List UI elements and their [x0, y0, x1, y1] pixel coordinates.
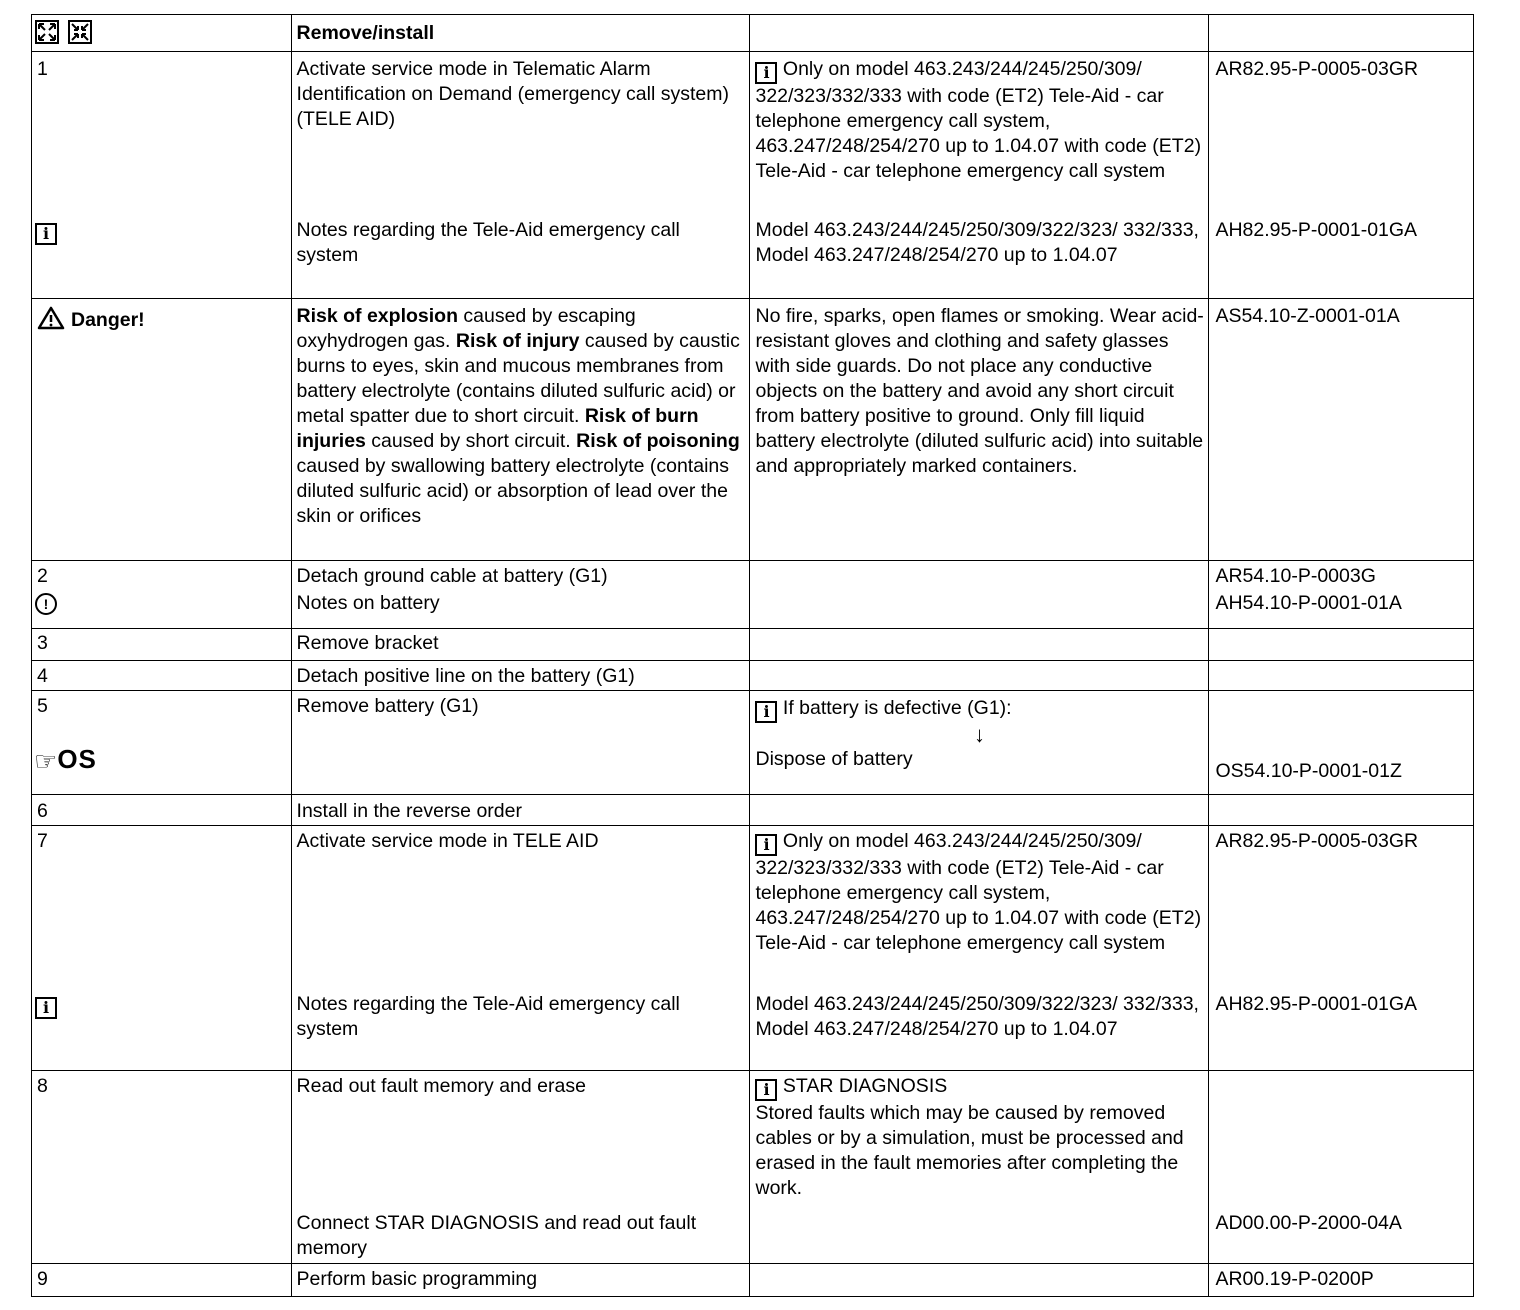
step-action: Detach ground cable at battery (G1): [296, 565, 608, 587]
procedure-table: [31, 14, 1474, 1297]
reference-link[interactable]: AH82.95-P-0001-01GA: [1215, 993, 1418, 1015]
info-icon: i: [755, 1079, 777, 1101]
os-disposal-marker: ☞OS: [34, 744, 97, 776]
info-icon: i: [755, 62, 777, 84]
reference-link[interactable]: AS54.10-Z-0001-01A: [1215, 305, 1400, 327]
step-action: Perform basic programming: [296, 1268, 538, 1290]
table-row-step-2: [32, 561, 1474, 629]
sub-action: Notes regarding the Tele-Aid emergency call system: [296, 219, 680, 266]
sub-action: Notes on battery: [296, 592, 440, 614]
warning-triangle-icon: [37, 306, 65, 330]
sub-note: Model 463.243/244/245/250/309/322/323/ 332/333, Model 463.247/248/254/270 up to 1.04.07: [755, 219, 1199, 266]
info-icon: i: [35, 997, 57, 1019]
reference-link[interactable]: AR82.95-P-0005-03GR: [1215, 830, 1419, 852]
step-note: i Only on model 463.243/244/245/250/309/ 322/323/332/333 with code (ET2) Tele-Aid - car telephone emergency call system, 463.247/248/254/270 up to 1.04.07 with code (ET2) Tele-Aid - car telephone emergency call system: [755, 830, 1202, 954]
step-note: i Only on model 463.243/244/245/250/309/ 322/323/332/333 with code (ET2) Tele-Aid - car telephone emergency call system, 463.247/248/254/270 up to 1.04.07 with code (ET2) Tele-Aid - car telephone emergency call system: [755, 58, 1202, 182]
sub-note: Dispose of battery: [755, 748, 913, 770]
contract-arrows-icon: [68, 20, 92, 44]
reference-link[interactable]: AD00.00-P-2000-04A: [1215, 1212, 1402, 1234]
step-action: Remove battery (G1): [296, 695, 479, 717]
info-icon: i: [755, 701, 777, 723]
table-row-step-3: [32, 629, 1474, 661]
header-title-cell: [291, 15, 750, 52]
table-row-step-7: [32, 826, 1474, 1071]
reference-link[interactable]: AH82.95-P-0001-01GA: [1215, 219, 1418, 241]
exclamation-circle-icon: !: [35, 593, 57, 615]
step-note: i If battery is defective (G1):: [750, 691, 1208, 723]
header-empty-cell: [1209, 15, 1474, 52]
step-number: 7: [37, 830, 48, 852]
danger-label: Danger!: [32, 299, 291, 333]
reference-link[interactable]: AH54.10-P-0001-01A: [1215, 592, 1402, 614]
page-title: Remove/install: [296, 22, 435, 44]
sub-action: Connect STAR DIAGNOSIS and read out fault memory: [296, 1212, 697, 1259]
reference-link[interactable]: AR00.19-P-0200P: [1215, 1268, 1374, 1290]
pointing-hand-icon: ☞: [34, 746, 58, 776]
step-number: 5: [37, 695, 48, 717]
danger-note: No fire, sparks, open flames or smoking. Wear acid-resistant gloves and clothing and safety glasses with side guards. Do not place any conductive objects on the battery and avoid any short circuit from battery positive to ground. Only fill liquid battery electrolyte (diluted sulfuric acid) into suitable and appropriately marked containers.: [755, 305, 1204, 477]
sub-note: Model 463.243/244/245/250/309/322/323/ 332/333, Model 463.247/248/254/270 up to 1.04.07: [755, 993, 1199, 1040]
step-note-body: Stored faults which may be caused by removed cables or by a simulation, must be processed and erased in the fault memories after completing the work.: [755, 1102, 1184, 1199]
step-number: 3: [37, 632, 48, 654]
step-action: Remove bracket: [296, 632, 439, 654]
down-arrow-icon: ↓: [973, 722, 985, 747]
table-row-step-6: [32, 795, 1474, 826]
step-number: 8: [37, 1075, 48, 1097]
info-icon: i: [755, 834, 777, 856]
step-action: Activate service mode in TELE AID: [296, 830, 599, 852]
header-empty-cell: [750, 15, 1209, 52]
expand-arrows-icon: [35, 20, 59, 44]
step-number: 1: [37, 58, 48, 80]
reference-link[interactable]: AR54.10-P-0003G: [1215, 565, 1376, 587]
sub-action: Notes regarding the Tele-Aid emergency call system: [296, 993, 680, 1040]
info-icon: i: [35, 223, 57, 245]
table-row-step-5: [32, 691, 1474, 795]
reference-link[interactable]: OS54.10-P-0001-01Z: [1215, 760, 1402, 782]
header-icons-cell: [32, 15, 292, 52]
step-action: Read out fault memory and erase: [296, 1075, 586, 1097]
table-row-danger: [32, 299, 1474, 561]
step-action: Activate service mode in Telematic Alarm Identification on Demand (emergency call system) (TELE AID): [296, 58, 729, 130]
step-number: 4: [37, 665, 48, 687]
step-action: Install in the reverse order: [296, 800, 522, 822]
step-note: i STAR DIAGNOSIS: [750, 1071, 1208, 1101]
danger-text: Risk of explosion caused by escaping oxyhydrogen gas. Risk of injury caused by caustic burns to eyes, skin and mucous membranes from battery electrolyte (contains diluted sulfuric acid) or metal spatter due to short circuit. Risk of burn injuries caused by short circuit. Risk of poisoning caused by swallowing battery electrolyte (contains diluted sulfuric acid) or absorption of lead over the skin or orifices: [296, 305, 740, 527]
table-row-step-1: [32, 52, 1474, 299]
table-row-step-9: [32, 1264, 1474, 1297]
header-row: [32, 15, 1474, 52]
reference-link[interactable]: AR82.95-P-0005-03GR: [1215, 58, 1419, 80]
step-number: 9: [37, 1268, 48, 1290]
step-number: 2: [37, 565, 48, 587]
step-action: Detach positive line on the battery (G1): [296, 665, 635, 687]
table-row-step-8: [32, 1071, 1474, 1264]
step-number: 6: [37, 800, 48, 822]
table-row-step-4: [32, 661, 1474, 691]
